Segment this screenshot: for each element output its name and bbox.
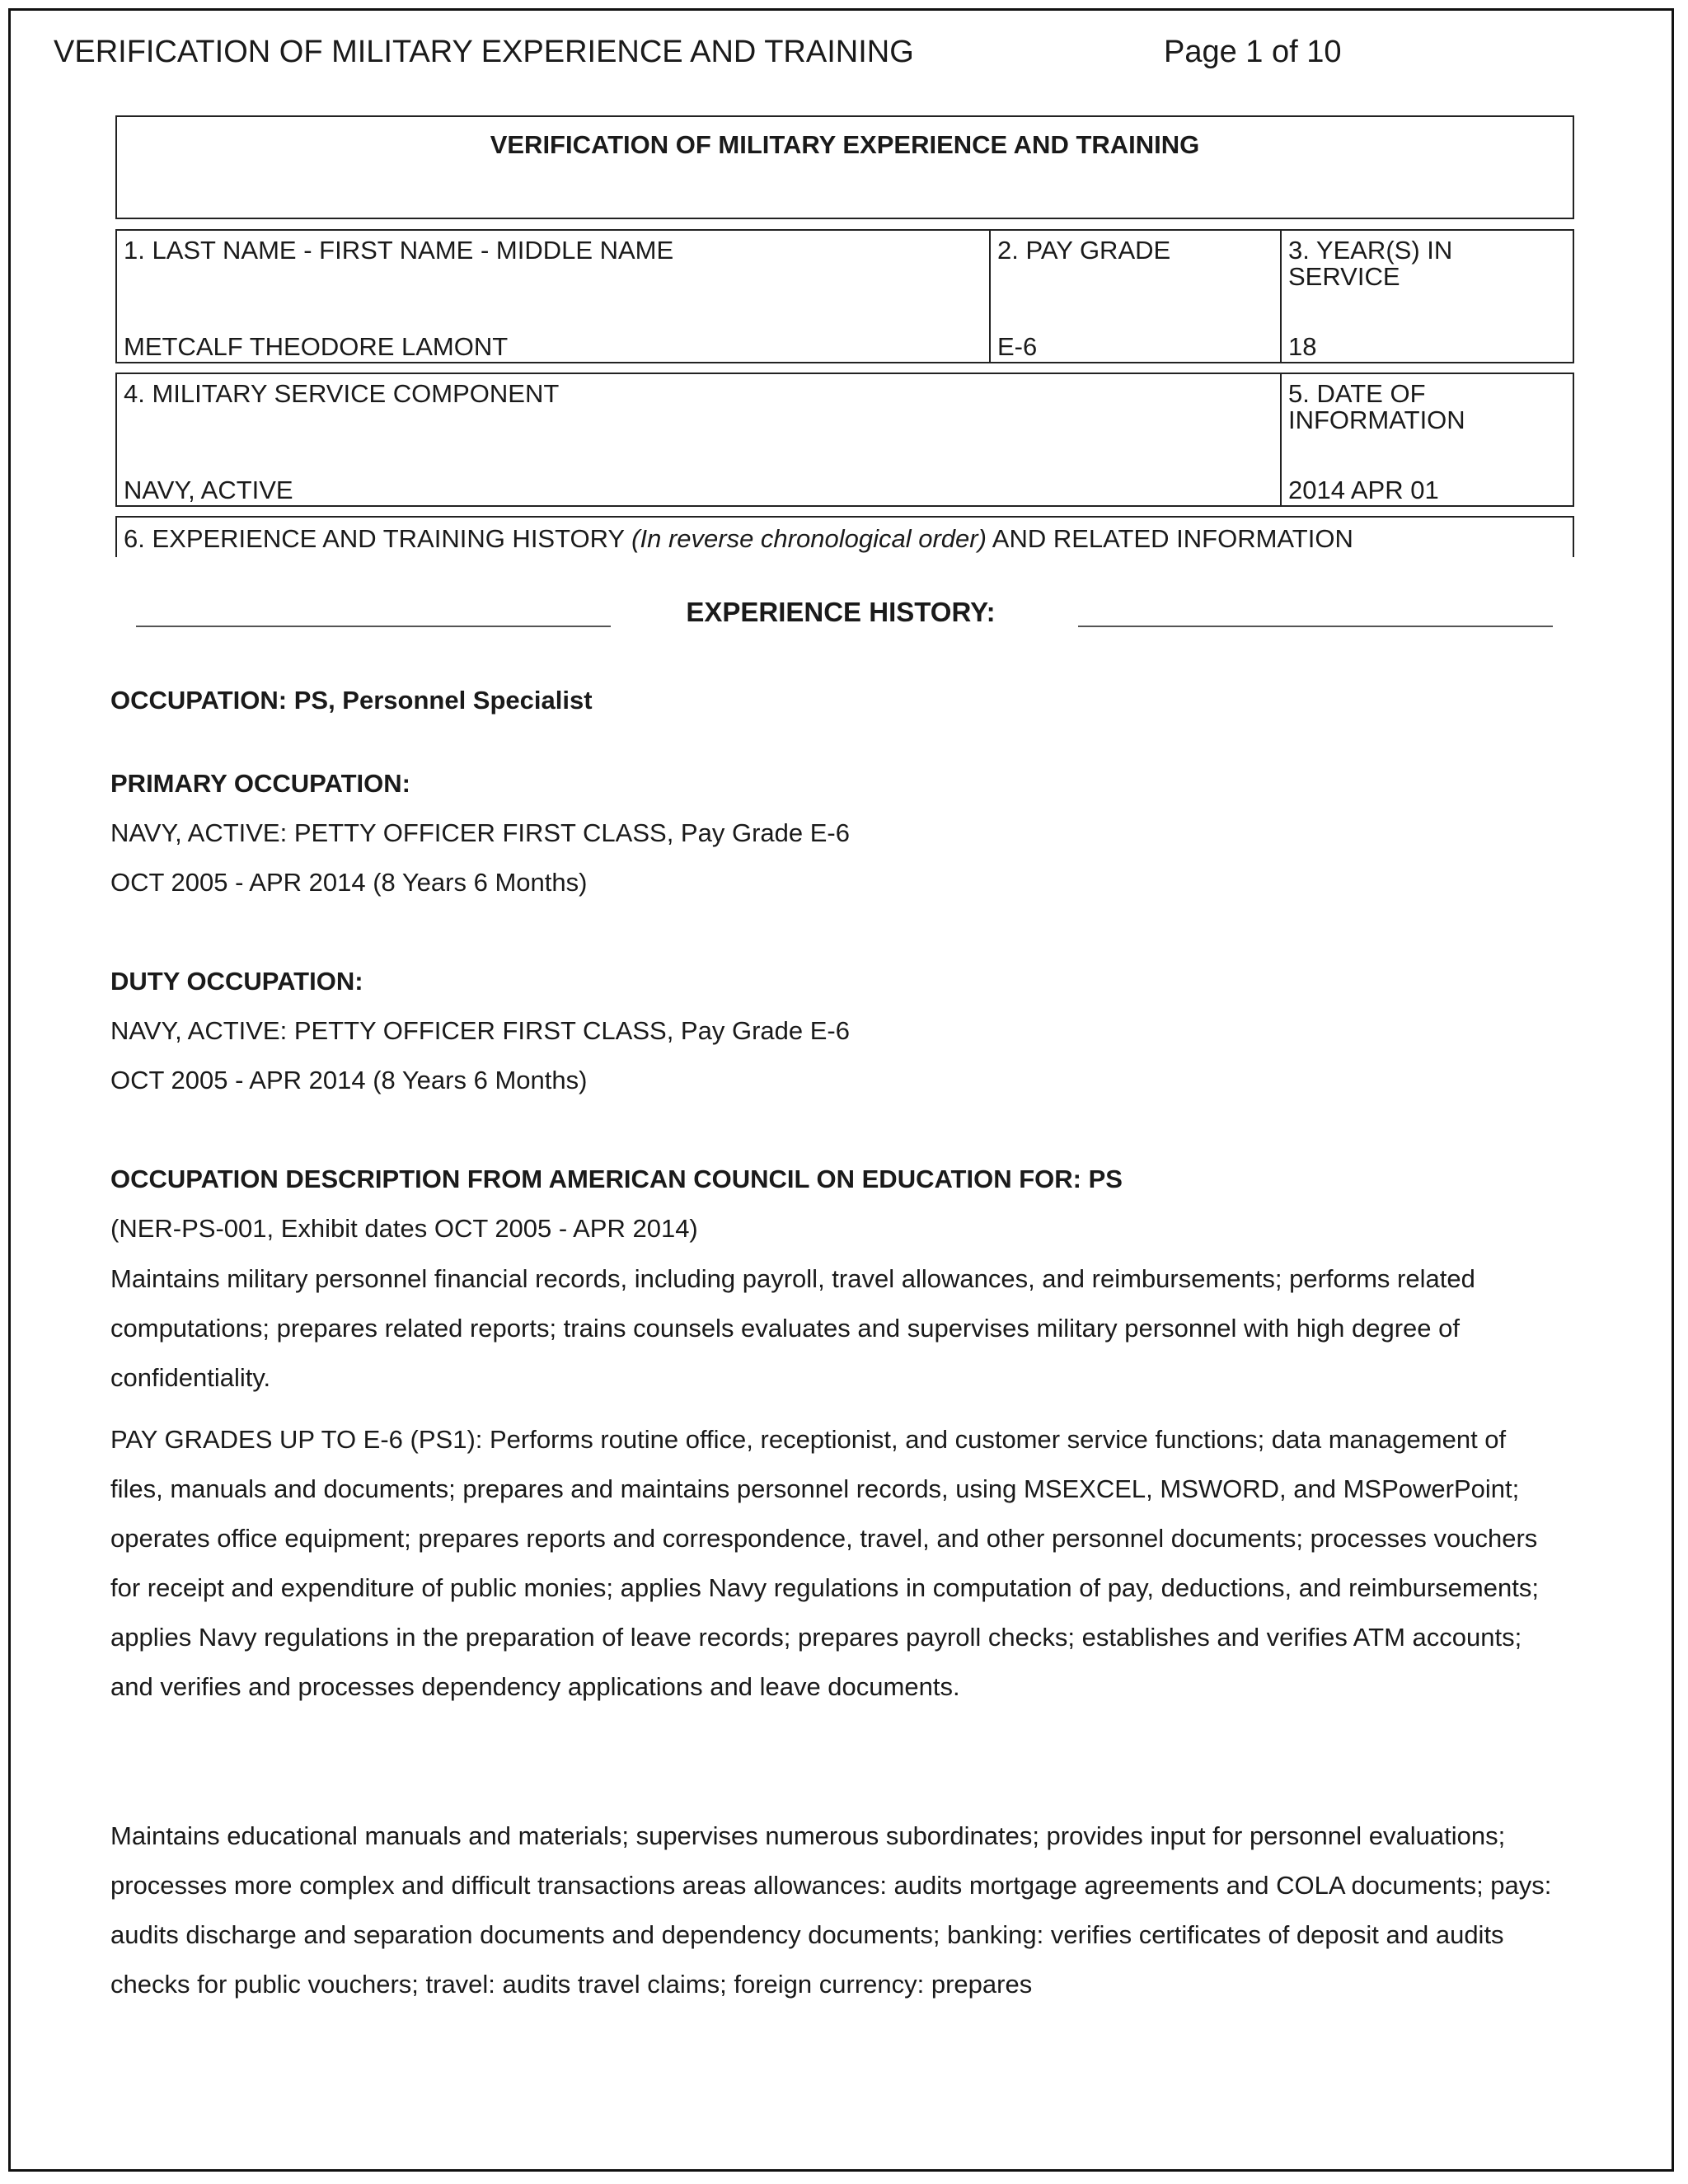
occupation-title: OCCUPATION: PS, Personnel Specialist [110,686,593,715]
years-cell [1280,231,1573,362]
pay-grade-cell [989,231,1280,362]
years-value: 18 [1288,332,1317,361]
date-label-line1: 5. DATE OF [1288,379,1426,408]
date-value: 2014 APR 01 [1288,476,1439,504]
component-cell [117,374,1280,505]
duty-occupation-line2: OCT 2005 - APR 2014 (8 Years 6 Months) [110,1066,588,1094]
header-title: VERIFICATION OF MILITARY EXPERIENCE AND TRAINING [54,35,914,69]
experience-history-title: EXPERIENCE HISTORY: [686,597,996,627]
primary-occupation-heading: PRIMARY OCCUPATION: [110,769,410,798]
component-value: NAVY, ACTIVE [124,476,293,504]
duty-occupation-line1: NAVY, ACTIVE: PETTY OFFICER FIRST CLASS, Pay Grade E-6 [110,1016,850,1045]
years-label-line2: SERVICE [1288,262,1400,291]
primary-occupation-line1: NAVY, ACTIVE: PETTY OFFICER FIRST CLASS, Pay Grade E-6 [110,818,850,847]
exhibit-dates: (NER-PS-001, Exhibit dates OCT 2005 - APR 2014) [110,1214,698,1243]
occupation-description-heading: OCCUPATION DESCRIPTION FROM AMERICAN COUNCIL ON EDUCATION FOR: PS [110,1165,1123,1193]
name-label: 1. LAST NAME - FIRST NAME - MIDDLE NAME [124,236,674,265]
section-6-italic: (In reverse chronological order) [631,524,987,553]
date-cell [1280,374,1573,505]
years-label-line1: 3. YEAR(S) IN [1288,236,1453,265]
right-rule [1078,626,1553,627]
description-paragraph-3: Maintains educational manuals and materials; supervises numerous subordinates; provides input for personnel evaluations; processes more complex and difficult transactions areas allowances: audits mortgage agreements and COLA documents; pays: audits discharge and separation documents and dependency documents; banking: verifies certificates of deposit and audits checks for public vouchers; travel: audits travel claims; foreign currency: prepares [110,1821,1552,1999]
description-paragraph-1: Maintains military personnel financial records, including payroll, travel allowances, and reimbursements; performs related computations; prepares related reports; trains counsels evaluates and supervises military personnel with high degree of confidentiality. [110,1264,1475,1392]
date-label [1288,381,1465,434]
description-paragraph-2: PAY GRADES UP TO E-6 (PS1): Performs routine office, receptionist, and customer service functions; data management of files, manuals and documents; prepares and maintains personnel records, using MSEXCEL, MSWORD, and MSPowerPoint; operates office equipment; prepares reports and correspondence, travel, and other personnel documents; processes vouchers for receipt and expenditure of public monies; applies Navy regulations in computation of pay, deductions, and reimbursements; applies Navy regulations in the preparation of leave records; prepares payroll checks; establishes and verifies ATM accounts; and verifies and processes dependency applications and leave documents. [110,1425,1539,1701]
years-label [1288,237,1452,290]
component-row [115,373,1574,507]
form-title: VERIFICATION OF MILITARY EXPERIENCE AND TRAINING [490,130,1200,159]
section-6-suffix: AND RELATED INFORMATION [986,524,1353,553]
page-number: Page 1 of 10 [1164,35,1342,69]
section-6-header [115,516,1574,557]
form-title-box [115,115,1574,219]
component-label: 4. MILITARY SERVICE COMPONENT [124,379,560,408]
duty-occupation-heading: DUTY OCCUPATION: [110,967,363,996]
name-cell [117,231,989,362]
primary-occupation-line2: OCT 2005 - APR 2014 (8 Years 6 Months) [110,868,588,897]
left-rule [136,626,611,627]
pay-grade-label: 2. PAY GRADE [997,236,1171,265]
date-label-line2: INFORMATION [1288,405,1465,434]
pay-grade-value: E-6 [997,332,1038,361]
name-value: METCALF THEODORE LAMONT [124,332,509,361]
identity-row [115,229,1574,363]
section-6-prefix: 6. EXPERIENCE AND TRAINING HISTORY [124,524,632,553]
